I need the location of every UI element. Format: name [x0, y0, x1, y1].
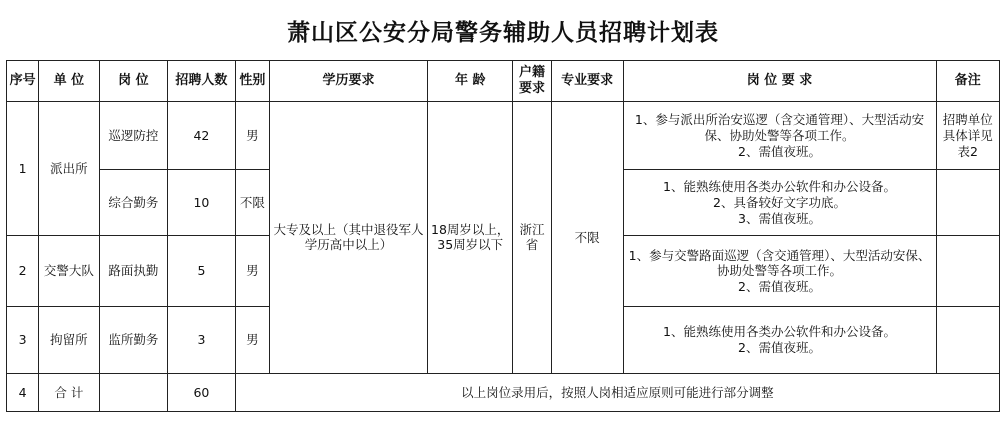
header-post: 岗 位 — [99, 61, 168, 102]
row-seq: 1 — [7, 102, 39, 236]
row-seq: 3 — [7, 306, 39, 373]
row-duties — [623, 102, 936, 170]
total-label: 合 计 — [39, 373, 99, 411]
row-post: 综合勤务 — [99, 170, 168, 236]
age-cell: 18周岁以上，35周岁以下 — [428, 102, 513, 374]
total-row — [7, 373, 1000, 411]
remark-empty — [936, 306, 1000, 373]
row-gender: 男 — [235, 236, 269, 306]
header-duties: 岗 位 要 求 — [623, 61, 936, 102]
row-unit: 派出所 — [39, 102, 99, 236]
remark-cell: 招聘单位具体详见表2 — [936, 102, 1000, 170]
major-cell: 不限 — [551, 102, 623, 374]
remark-empty — [936, 170, 1000, 236]
header-major: 专业要求 — [551, 61, 623, 102]
row-gender: 男 — [235, 306, 269, 373]
header-count: 招聘人数 — [168, 61, 236, 102]
duty-line: 3、需值夜班。 — [738, 210, 821, 226]
header-hukou: 户籍要求 — [513, 61, 551, 102]
header-gender: 性别 — [235, 61, 269, 102]
hukou-cell: 浙江省 — [513, 102, 551, 374]
header-education: 学历要求 — [270, 61, 428, 102]
total-count: 60 — [168, 373, 236, 411]
duty-line: 1、能熟练使用各类办公软件和办公设备。 — [663, 324, 896, 340]
row-unit: 拘留所 — [39, 306, 99, 373]
total-post-empty — [99, 373, 168, 411]
row-gender: 不限 — [235, 170, 269, 236]
row-seq: 2 — [7, 236, 39, 306]
total-seq: 4 — [7, 373, 39, 411]
row-count: 42 — [168, 102, 236, 170]
page-title: 萧山区公安分局警务辅助人员招聘计划表 — [287, 19, 719, 46]
duty-line: 2、需值夜班。 — [738, 339, 821, 355]
duty-line: 2、需值夜班。 — [738, 143, 821, 159]
remark-empty — [936, 236, 1000, 306]
education-cell: 大专及以上（其中退役军人学历高中以上） — [270, 102, 428, 374]
header-age: 年 龄 — [428, 61, 513, 102]
row-count: 3 — [168, 306, 236, 373]
row-count: 10 — [168, 170, 236, 236]
duty-line: 1、能熟练使用各类办公软件和办公设备。 — [663, 179, 896, 195]
duty-line: 1、参与交警路面巡逻（含交通管理）、大型活动安保、协助处警等各项工作。 — [628, 247, 931, 279]
duty-line: 1、参与派出所治安巡逻（含交通管理）、大型活动安保、协助处警等各项工作。 — [634, 112, 925, 143]
recruitment-table — [6, 60, 1000, 412]
header-seq: 序号 — [7, 61, 39, 102]
header-row — [7, 61, 1000, 102]
header-remarks: 备注 — [936, 61, 1000, 102]
duty-line: 2、需值夜班。 — [738, 278, 821, 294]
table-row — [7, 102, 1000, 170]
row-post: 巡逻防控 — [99, 102, 168, 170]
row-gender: 男 — [235, 102, 269, 170]
row-duties — [623, 170, 936, 236]
duty-line: 2、具备较好文字功底。 — [713, 195, 846, 211]
row-post: 路面执勤 — [99, 236, 168, 306]
row-post: 监所勤务 — [99, 306, 168, 373]
total-note: 以上岗位录用后，按照人岗相适应原则可能进行部分调整 — [235, 373, 999, 411]
row-duties — [623, 306, 936, 373]
row-count: 5 — [168, 236, 236, 306]
row-unit: 交警大队 — [39, 236, 99, 306]
header-unit: 单 位 — [39, 61, 99, 102]
row-duties — [623, 236, 936, 306]
